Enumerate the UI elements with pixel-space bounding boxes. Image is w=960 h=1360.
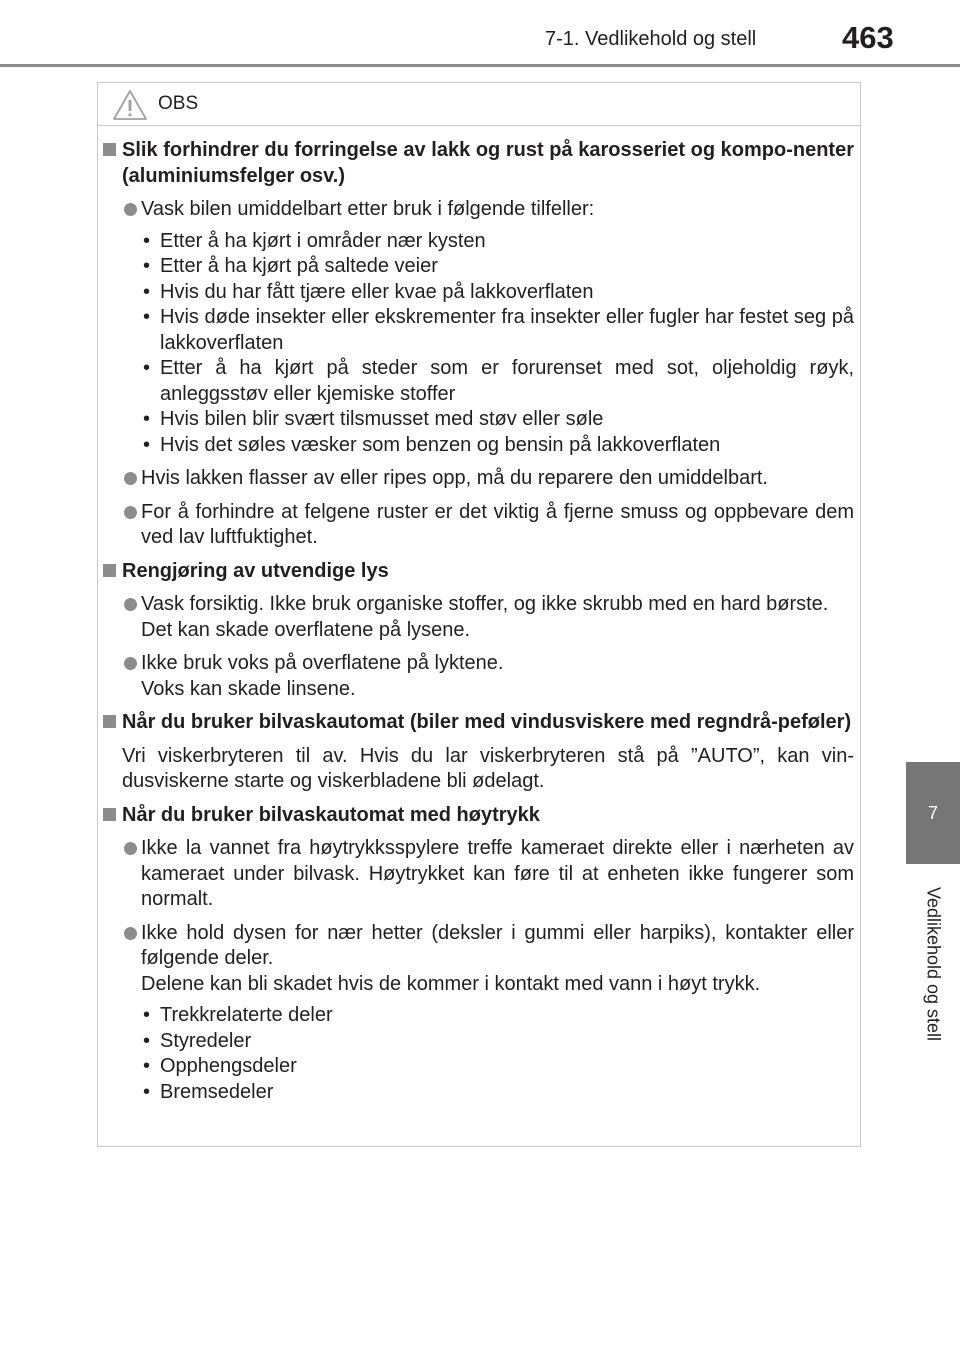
bullet-text: Ikke la vannet fra høytrykksspylere treffe kameraet direkte eller i nærheten av kameraet under bilvask. Høytrykket kan føre til at enheten ikke fungerer som normalt. bbox=[141, 837, 854, 910]
header-section-title: 7-1. Vedlikehold og stell bbox=[545, 28, 757, 50]
bullet-item bbox=[103, 651, 854, 702]
bullet-text-continued: Delene kan bli skadet hvis de kommer i kontakt med vann i høyt trykk. bbox=[141, 972, 761, 995]
square-bullet-icon bbox=[103, 808, 116, 821]
section-heading: Slik forhindrer du forringelse av lakk og rust på karosseriet og kompo-nenter (aluminiumsfelger osv.) bbox=[103, 138, 854, 189]
notice-header bbox=[98, 83, 860, 126]
bullet-text: Vask forsiktig. Ikke bruk organiske stoffer, og ikke skrubb med en hard børste. bbox=[141, 593, 829, 615]
sub-list-item: • Styredeler bbox=[143, 1029, 252, 1052]
notice-title: OBS bbox=[158, 93, 199, 114]
bullet-text: Ikke hold dysen for nær hetter (deksler i gummi eller harpiks), kontakter eller følgende deler. bbox=[141, 921, 854, 969]
bullet-item bbox=[103, 921, 854, 998]
sub-list-item: • Etter å ha kjørt på saltede veier bbox=[143, 255, 438, 277]
notice-content bbox=[103, 138, 854, 1113]
square-bullet-icon bbox=[103, 715, 116, 728]
chapter-label: Vedlikehold og stell bbox=[923, 886, 944, 1042]
sub-list-item: • Trekkrelaterte deler bbox=[143, 1004, 333, 1026]
bullet-item bbox=[103, 500, 854, 551]
section-heading: Når du bruker bilvaskautomat (biler med vindusviskere med regndrå-peføler) bbox=[103, 710, 854, 736]
warning-triangle-icon bbox=[112, 89, 148, 121]
circle-bullet-icon bbox=[124, 506, 137, 519]
bullet-text: Hvis lakken flasser av eller ripes opp, må du reparere den umiddelbart. bbox=[141, 467, 768, 489]
circle-bullet-icon bbox=[124, 203, 137, 216]
section-heading: Rengjøring av utvendige lys bbox=[103, 559, 854, 585]
chapter-tab bbox=[906, 762, 960, 864]
sub-list bbox=[103, 229, 854, 459]
bullet-text: For å forhindre at felgene ruster er det viktig å fjerne smuss og oppbevare dem ved lav luftfuktighet. bbox=[141, 500, 854, 548]
section-paragraph: Vri viskerbryteren til av. Hvis du lar viskerbryteren stå på ”AUTO”, kan vin-dusviskerne starte og viskerbladene bli ødelagt. bbox=[122, 744, 854, 792]
square-bullet-icon bbox=[103, 564, 116, 577]
header-rule bbox=[0, 64, 960, 67]
page-number: 463 bbox=[842, 20, 894, 55]
sub-list-item: • Etter å ha kjørt i områder nær kysten bbox=[143, 229, 486, 252]
circle-bullet-icon bbox=[124, 927, 137, 940]
sub-list-item: • Opphengsdeler bbox=[143, 1055, 297, 1077]
circle-bullet-icon bbox=[124, 657, 137, 670]
sub-list bbox=[103, 1003, 854, 1105]
sub-list-item: • Bremsedeler bbox=[143, 1080, 274, 1103]
circle-bullet-icon bbox=[124, 842, 137, 855]
square-bullet-icon bbox=[103, 143, 116, 156]
bullet-item bbox=[103, 592, 854, 643]
circle-bullet-icon bbox=[124, 472, 137, 485]
bullet-text: Vask bilen umiddelbart etter bruk i følgende tilfeller: bbox=[141, 198, 595, 220]
bullet-item bbox=[103, 197, 854, 223]
section-heading: Når du bruker bilvaskautomat med høytrykk bbox=[103, 803, 854, 829]
bullet-item bbox=[103, 466, 854, 492]
bullet-text-continued: Voks kan skade linsene. bbox=[141, 677, 356, 700]
sub-list-item: • Hvis døde insekter eller ekskrementer fra insekter eller fugler har festet seg på lakkoverflaten bbox=[143, 306, 854, 354]
bullet-text: Ikke bruk voks på overflatene på lyktene. bbox=[141, 652, 504, 674]
bullet-item bbox=[103, 836, 854, 913]
sub-list-item: • Hvis det søles væsker som benzen og bensin på lakkoverflaten bbox=[143, 433, 721, 456]
bullet-text-continued: Det kan skade overflatene på lysene. bbox=[141, 618, 471, 641]
sub-list-item: • Hvis bilen blir svært tilsmusset med støv eller søle bbox=[143, 408, 604, 430]
chapter-number: 7 bbox=[927, 802, 938, 823]
sub-list-item: • Hvis du har fått tjære eller kvae på lakkoverflaten bbox=[143, 280, 594, 303]
circle-bullet-icon bbox=[124, 598, 137, 611]
sub-list-item: • Etter å ha kjørt på steder som er forurenset med sot, oljeholdig røyk, anleggsstøv eller kjemiske stoffer bbox=[143, 357, 854, 405]
